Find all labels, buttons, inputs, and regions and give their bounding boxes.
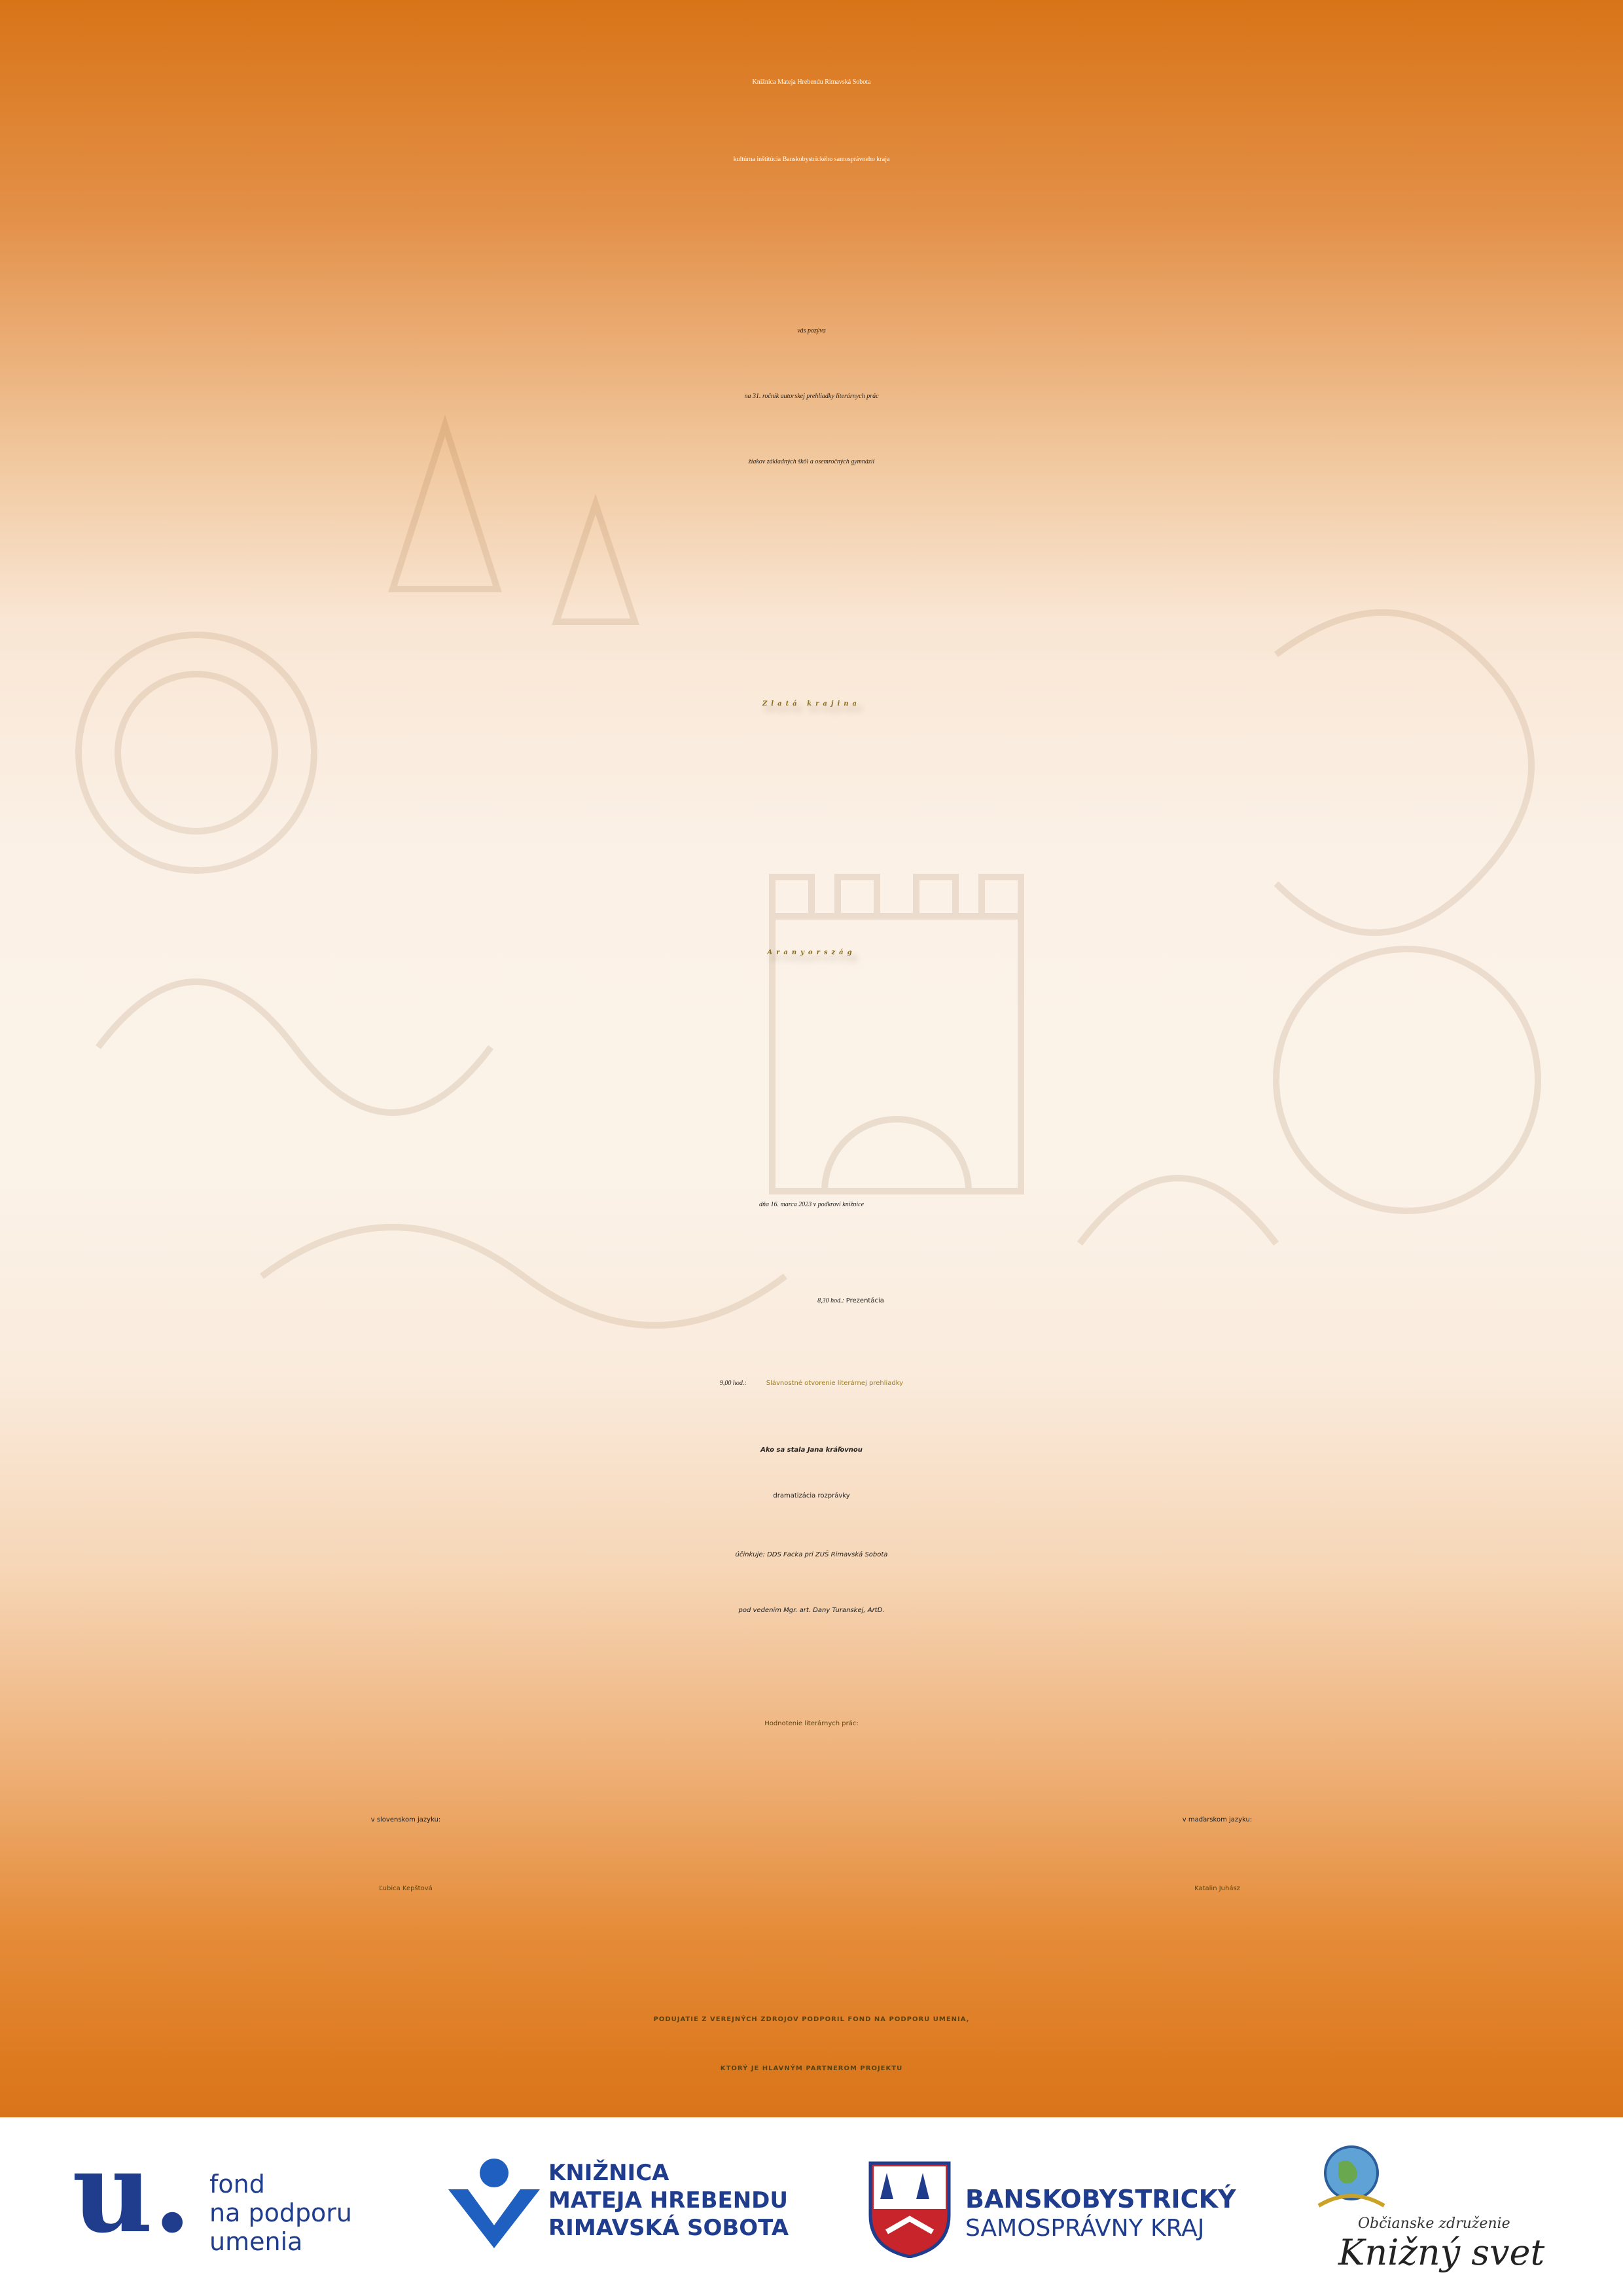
schedule-item-registration bbox=[0, 1297, 1623, 1304]
play-title: Ako sa stala Jana kráľovnou bbox=[760, 1446, 863, 1454]
region-logo-text-2: SAMOSPRÁVNY KRAJ bbox=[965, 2215, 1205, 2242]
invitation-line-1: vás pozýva bbox=[797, 327, 826, 334]
schedule-item-opening bbox=[0, 1380, 1623, 1387]
funding-line-1: PODUJATIE Z VEREJNÝCH ZDROJOV PODPORIL FOND NA PODPORU UMENIA, bbox=[653, 2016, 970, 2023]
fpu-text-3: umenia bbox=[209, 2227, 303, 2256]
schedule-time: 9,00 hod.: bbox=[719, 1380, 747, 1387]
schedule-time: 8,30 hod.: bbox=[817, 1297, 844, 1304]
slovak-language-label: v slovenskom jazyku: bbox=[370, 1816, 441, 1823]
knizny-svet-text-1: Občianske združenie bbox=[1358, 2215, 1510, 2232]
schedule-label: Prezentácia bbox=[846, 1297, 884, 1304]
fpu-text-2: na podporu bbox=[209, 2198, 353, 2227]
invitation-line-3: žiakov základných škôl a osemročných gymnázií bbox=[748, 458, 875, 465]
slovak-evaluator-name: Ľubica Kepštová bbox=[379, 1885, 433, 1892]
event-date: dňa 16. marca 2023 v podkroví knižnice bbox=[758, 1201, 865, 1208]
region-logo bbox=[867, 2160, 1234, 2265]
schedule-label: Slávnostné otvorenie literárnej prehliadky bbox=[766, 1380, 904, 1387]
play-subtitle: dramatizácia rozprávky bbox=[773, 1492, 850, 1499]
coat-of-arms-icon bbox=[867, 2160, 952, 2258]
library-logo bbox=[445, 2153, 789, 2265]
library-logo-text-1: KNIŽNICA bbox=[548, 2160, 669, 2186]
hungarian-language-label: v maďarskom jazyku: bbox=[1182, 1816, 1253, 1823]
funding-line-2: KTORÝ JE HLAVNÝM PARTNEROM PROJEKTU bbox=[720, 2065, 903, 2072]
hungarian-evaluator-name: Katalin Juhász bbox=[1194, 1885, 1240, 1892]
invitation-line-2: na 31. ročník autorskej prehliadky literárnych prác bbox=[744, 393, 879, 400]
footer-logos bbox=[0, 2117, 1623, 2296]
evaluation-heading: Hodnotenie literárnych prác: bbox=[764, 1720, 859, 1727]
knizny-svet-text-2: Knižný svet bbox=[1338, 2232, 1545, 2273]
library-name: Knižnica Mateja Hrebendu Rimavská Sobota bbox=[752, 79, 871, 86]
library-logo-text-3: RIMAVSKÁ SOBOTA bbox=[548, 2215, 789, 2241]
event-title-slovak: Zlatá krajina bbox=[762, 700, 861, 708]
region-logo-text-1: BANSKOBYSTRICKÝ bbox=[965, 2185, 1236, 2214]
event-title-hungarian: Aranyország bbox=[767, 949, 856, 956]
leader: pod vedením Mgr. art. Dany Turanskej, ArtD. bbox=[738, 1607, 885, 1614]
performers: účinkuje: DDS Facka pri ZUŠ Rimavská Sobota bbox=[735, 1551, 888, 1558]
library-logo-icon bbox=[445, 2153, 543, 2251]
fpu-logo bbox=[72, 2127, 353, 2268]
fpu-mark: u. bbox=[72, 2127, 192, 2258]
fpu-text-1: fond bbox=[209, 2170, 265, 2198]
globe-book-icon bbox=[1312, 2140, 1391, 2212]
library-subtitle: kultúrna inštitúcia Banskobystrického samosprávneho kraja bbox=[733, 156, 890, 163]
library-logo-text-2: MATEJA HREBENDU bbox=[548, 2187, 789, 2214]
knizny-svet-logo bbox=[1299, 2140, 1561, 2271]
